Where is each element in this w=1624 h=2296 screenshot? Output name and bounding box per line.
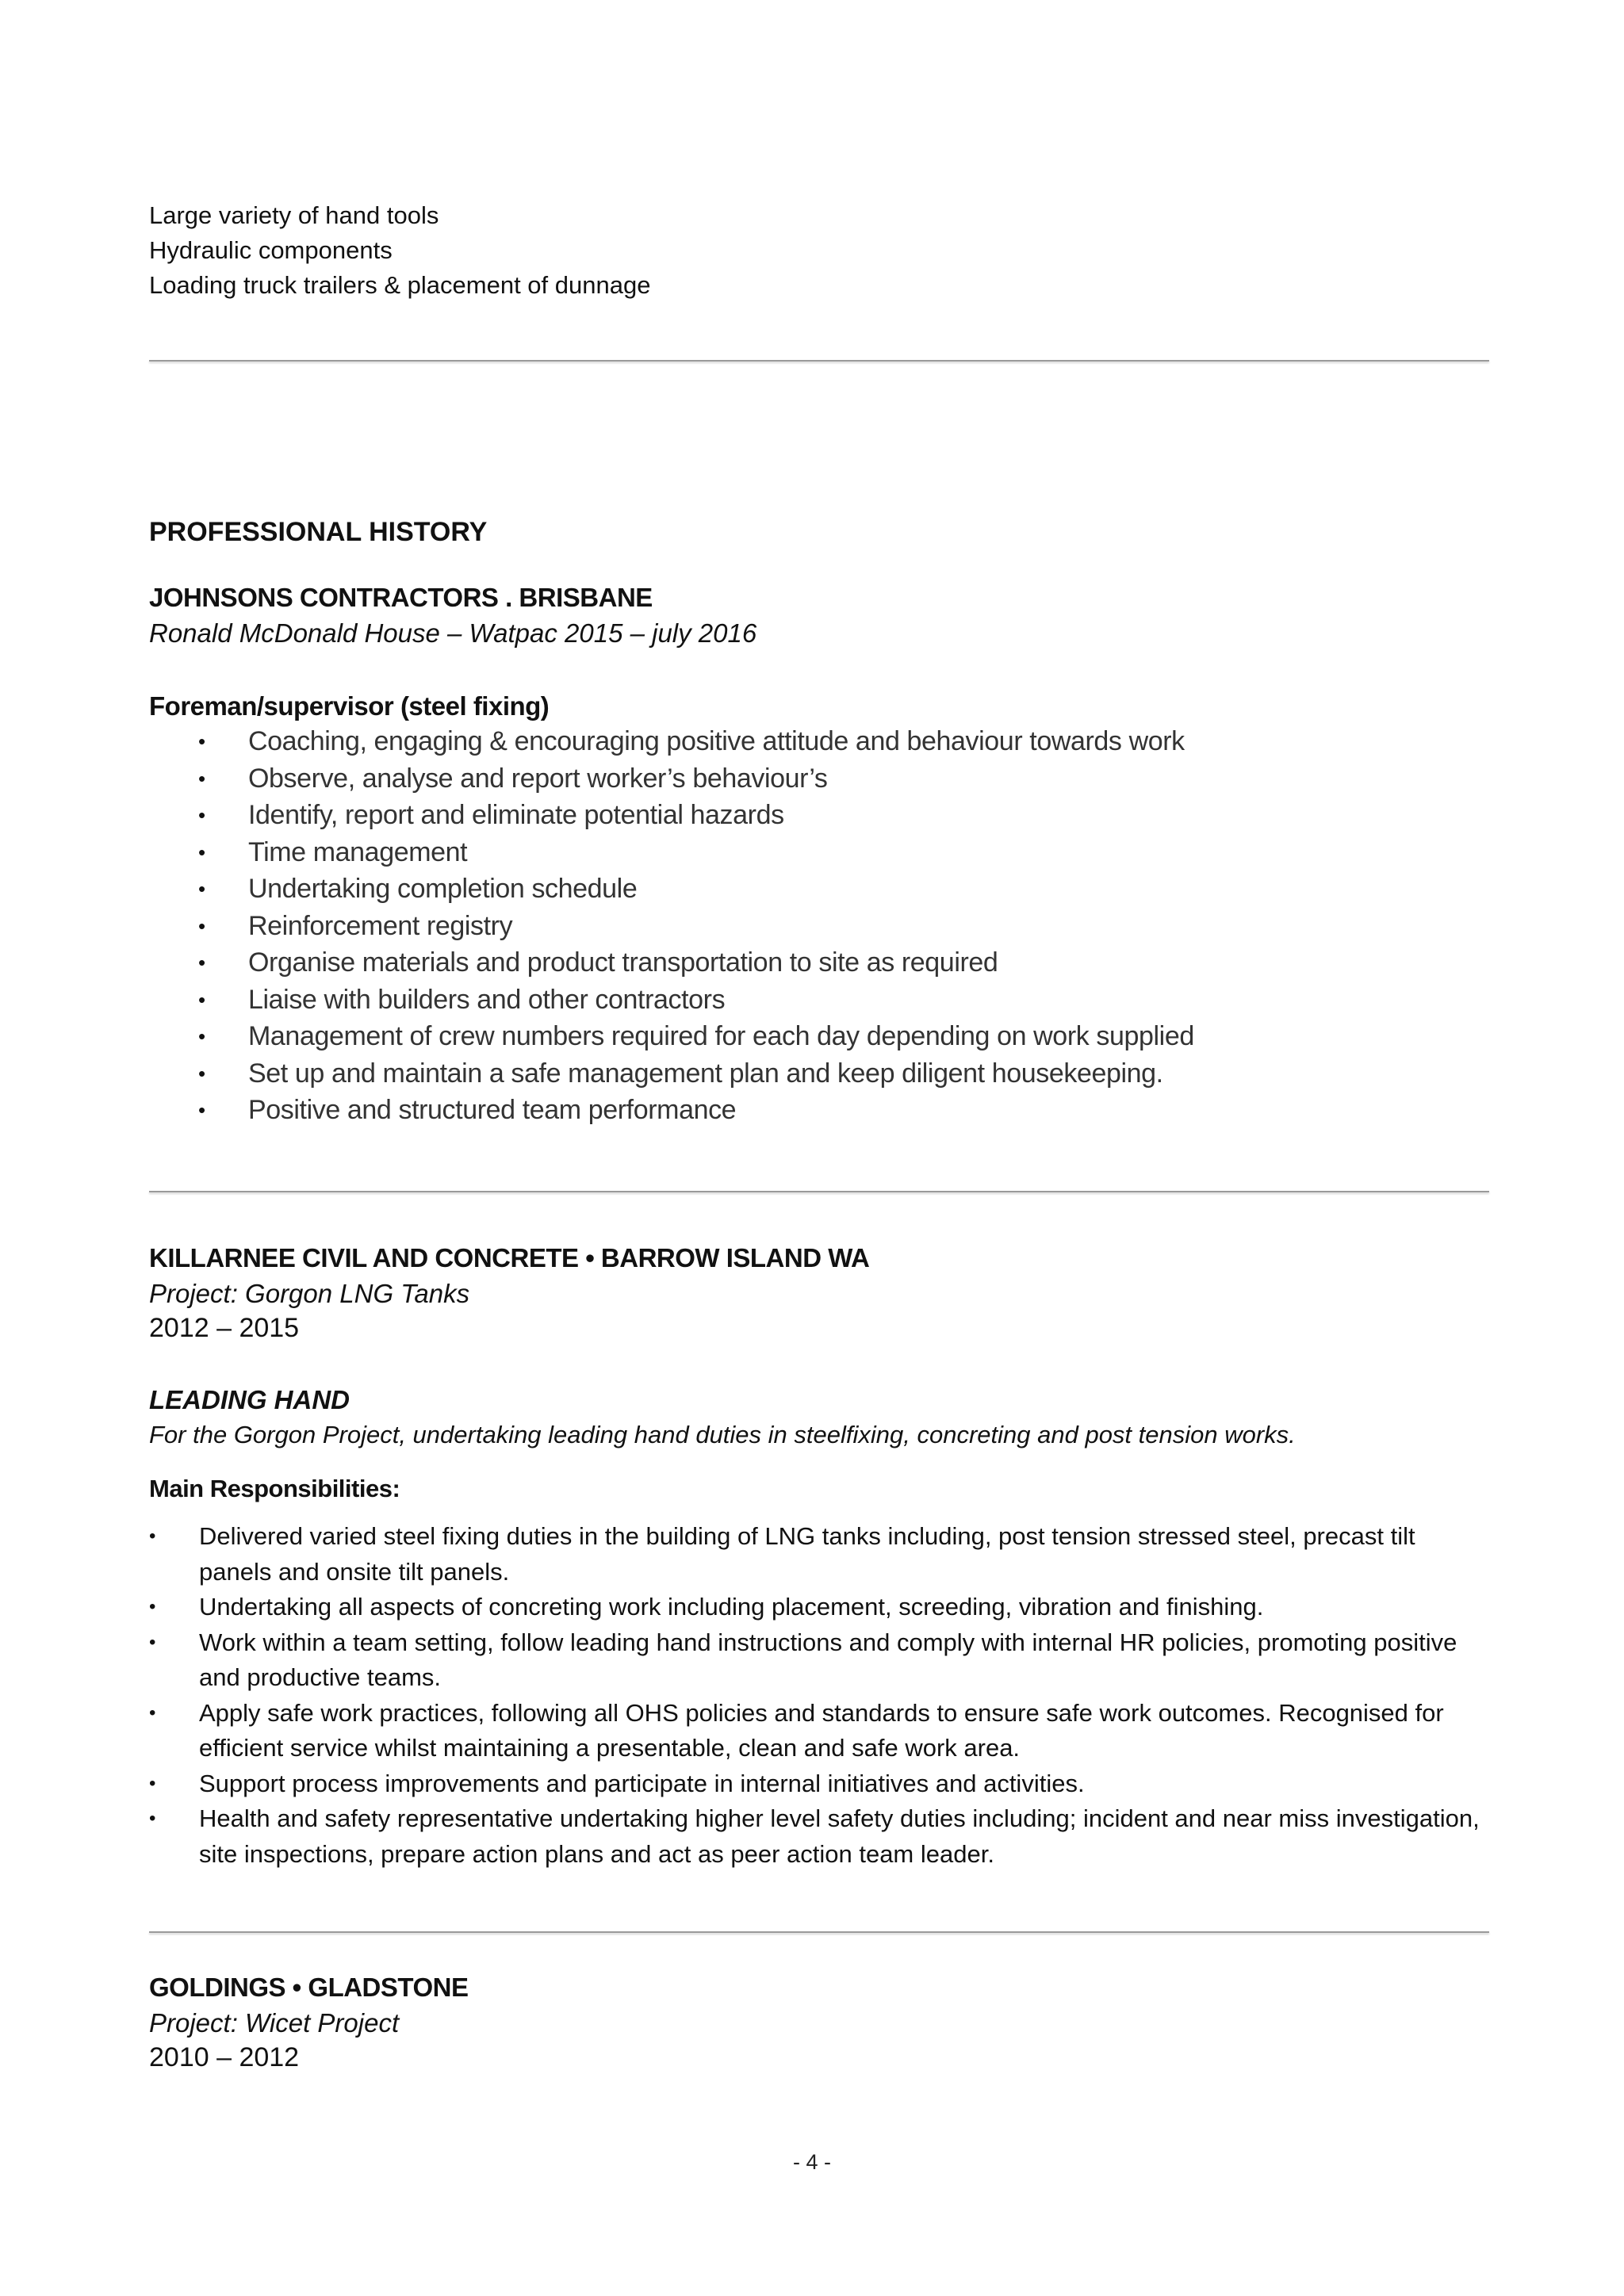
job1-employer: JOHNSONS CONTRACTORS . BRISBANE	[149, 583, 653, 612]
section-divider	[149, 360, 1489, 362]
section-title: PROFESSIONAL HISTORY	[149, 517, 488, 547]
duty-text: Organise materials and product transportation to site as required	[248, 947, 998, 978]
duty-text: Undertaking completion schedule	[248, 874, 638, 904]
duty-text: Positive and structured team performance	[248, 1095, 737, 1125]
list-item	[149, 944, 1194, 982]
job2-resp-heading: Main Responsibilities:	[149, 1475, 400, 1502]
duty-text: Identify, report and eliminate potential hazards	[248, 800, 784, 830]
job1-role: Foreman/supervisor (steel fixing)	[149, 691, 550, 721]
bullet-icon: •	[149, 1596, 156, 1617]
responsibility-text: Work within a team setting, follow leading hand instructions and comply with internal HR policies, promoting positive and productive teams.	[199, 1628, 1457, 1691]
bullet-icon: •	[149, 1525, 156, 1547]
duty-text: Observe, analyse and report worker’s behaviour’s	[248, 763, 828, 794]
bullet-icon: •	[198, 987, 205, 1012]
skill-line: Large variety of hand tools	[149, 201, 439, 229]
duty-text: Coaching, engaging & encouraging positive attitude and behaviour towards work	[248, 726, 1185, 756]
page-number: - 4 -	[792, 2150, 831, 2174]
list-item	[149, 1696, 1489, 1766]
skill-line: Hydraulic components	[149, 236, 393, 264]
list-item	[149, 1590, 1489, 1625]
job1-duties-list	[149, 723, 1194, 1129]
job3-dates: 2010 – 2012	[149, 2042, 300, 2072]
list-item	[149, 982, 1194, 1019]
responsibility-text: Health and safety representative undertaking higher level safety duties including; incident and near miss investigation, site inspections, prepare action plans and act as peer action team leader.	[199, 1804, 1480, 1868]
responsibility-text: Delivered varied steel fixing duties in the building of LNG tanks including, post tension stressed steel, precast tilt panels and onsite tilt panels.	[199, 1522, 1415, 1586]
skill-line: Loading truck trailers & placement of dunnage	[149, 271, 651, 299]
bullet-icon: •	[149, 1701, 156, 1724]
job2-summary: For the Gorgon Project, undertaking leading hand duties in steelfixing, concreting and post tension works.	[149, 1421, 1296, 1448]
job1-project: Ronald McDonald House – Watpac 2015 – july 2016	[149, 618, 757, 648]
duty-text: Management of crew numbers required for each day depending on work supplied	[248, 1021, 1194, 1051]
list-item	[149, 723, 1194, 760]
list-item	[149, 1018, 1194, 1055]
bullet-icon: •	[198, 1024, 205, 1048]
list-item	[149, 797, 1194, 834]
list-item	[149, 1519, 1489, 1590]
job2-role: LEADING HAND	[149, 1385, 350, 1414]
bullet-icon: •	[198, 1061, 205, 1085]
responsibility-text: Apply safe work practices, following all OHS policies and standards to ensure safe work outcomes. Recognised for efficient service whilst maintaining a presentable, clean and safe work area.	[199, 1698, 1444, 1762]
bullet-icon: •	[198, 951, 205, 974]
list-item	[149, 1055, 1194, 1093]
list-item	[149, 1801, 1489, 1872]
list-item	[149, 1092, 1194, 1129]
bullet-icon: •	[198, 877, 205, 901]
job3-employer: GOLDINGS • GLADSTONE	[149, 1973, 469, 2002]
duty-text: Reinforcement registry	[248, 910, 513, 941]
bullet-icon: •	[198, 729, 205, 753]
section-divider	[149, 1931, 1489, 1933]
list-item	[149, 1625, 1489, 1696]
bullet-icon: •	[149, 1631, 156, 1653]
list-item	[149, 871, 1194, 908]
bullet-icon: •	[198, 913, 205, 938]
job2-dates: 2012 – 2015	[149, 1313, 300, 1343]
list-item	[149, 908, 1194, 945]
job3-project: Project: Wicet Project	[149, 2008, 400, 2038]
job2-employer: KILLARNEE CIVIL AND CONCRETE • BARROW ISLAND WA	[149, 1243, 870, 1272]
job2-project: Project: Gorgon LNG Tanks	[149, 1279, 470, 1308]
bullet-icon: •	[198, 803, 205, 827]
bullet-icon: •	[198, 766, 205, 790]
bullet-icon: •	[198, 840, 205, 864]
bullet-icon: •	[149, 1808, 156, 1829]
duty-text: Set up and maintain a safe management plan and keep diligent housekeeping.	[248, 1058, 1163, 1089]
job2-responsibilities-list	[149, 1519, 1489, 1872]
list-item	[149, 834, 1194, 871]
section-divider	[149, 1191, 1489, 1192]
list-item	[149, 760, 1194, 798]
responsibility-text: Undertaking all aspects of concreting work including placement, screeding, vibration and finishing.	[199, 1593, 1264, 1621]
duty-text: Liaise with builders and other contractors	[248, 984, 726, 1015]
bullet-icon: •	[149, 1772, 156, 1794]
duty-text: Time management	[248, 836, 468, 867]
bullet-icon: •	[198, 1098, 205, 1122]
responsibility-text: Support process improvements and participate in internal initiatives and activities.	[199, 1769, 1085, 1797]
list-item	[149, 1766, 1489, 1802]
